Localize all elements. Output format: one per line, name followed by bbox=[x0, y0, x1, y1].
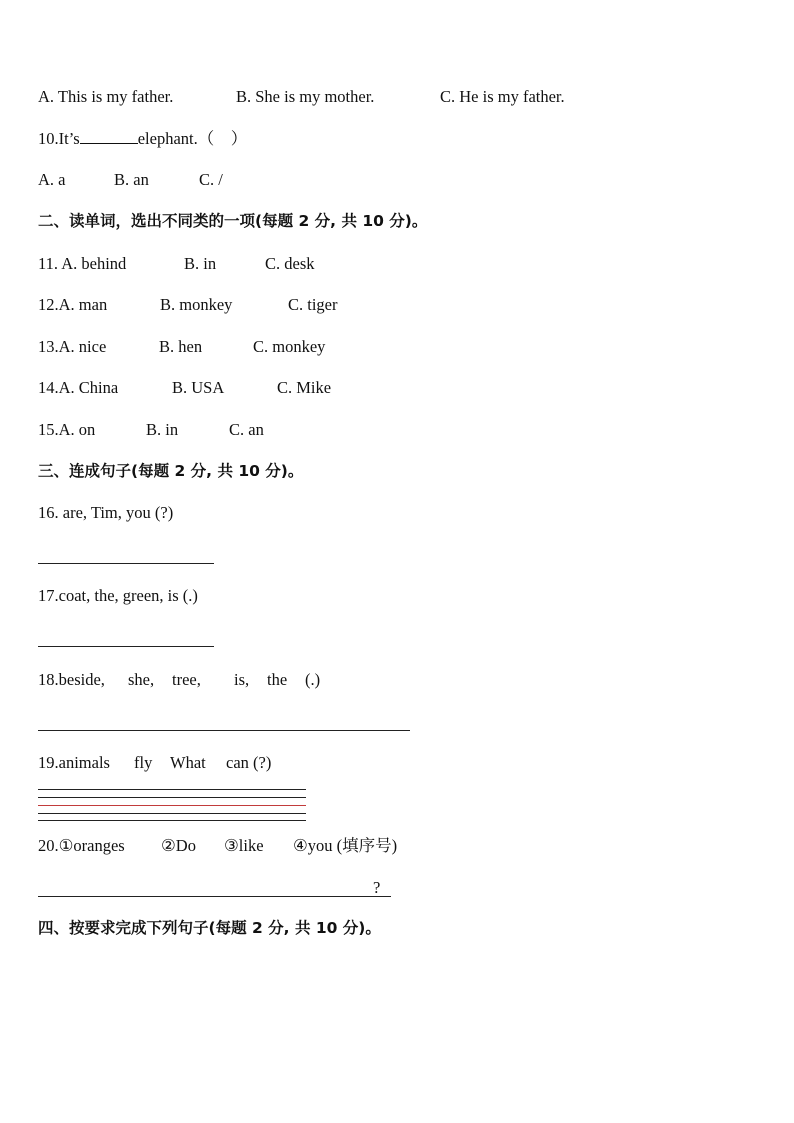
q10-blank bbox=[80, 129, 138, 144]
q15-option-a: .A. on bbox=[54, 420, 96, 439]
section3-title: 三、连成句子(每题 2 分, 共 10 分)。 bbox=[38, 462, 304, 480]
q14-row bbox=[38, 378, 332, 398]
q18-word-4: is, bbox=[234, 670, 250, 689]
q12-row bbox=[38, 295, 338, 315]
q12-option-c: C. tiger bbox=[288, 295, 338, 314]
q14-option-c: C. Mike bbox=[277, 378, 332, 397]
q13-option-a: .A. nice bbox=[54, 337, 107, 356]
q15-num: 15 bbox=[38, 420, 55, 439]
q18-word-1: beside, bbox=[58, 670, 105, 689]
q9-option-c: C. He is my father. bbox=[440, 87, 565, 106]
q14-option-b: B. USA bbox=[172, 378, 225, 397]
q11-row bbox=[38, 254, 315, 274]
q12-num: 12 bbox=[38, 295, 55, 314]
q11-option-c: C. desk bbox=[265, 254, 315, 273]
q19-red-line bbox=[38, 805, 306, 806]
q10-option-a: A. a bbox=[38, 170, 66, 189]
q12-option-a: .A. man bbox=[54, 295, 108, 314]
q20-answer-line[interactable] bbox=[38, 896, 391, 897]
q10-stem bbox=[38, 129, 247, 149]
q15-option-c: C. an bbox=[229, 420, 264, 439]
q14-num: 14 bbox=[38, 378, 55, 397]
q18-word-6: (.) bbox=[305, 670, 321, 689]
q20-word-2: ②Do bbox=[161, 836, 196, 855]
q18-word-3: tree, bbox=[172, 670, 201, 689]
q10-stem-pre: 10.It’s bbox=[38, 129, 80, 148]
q11-num: 11 bbox=[38, 254, 54, 273]
q15-row bbox=[38, 420, 264, 440]
q14-option-a: .A. China bbox=[54, 378, 119, 397]
q20-num: 20. bbox=[38, 836, 59, 855]
q12-option-b: B. monkey bbox=[160, 295, 233, 314]
q17-prompt: 17.coat, the, green, is (.) bbox=[38, 586, 198, 605]
q10-option-b: B. an bbox=[114, 170, 149, 189]
q19-word-3: What bbox=[170, 753, 206, 772]
q18-answer-line[interactable] bbox=[38, 730, 410, 731]
q13-num: 13 bbox=[38, 337, 55, 356]
q20-word-1: ①oranges bbox=[58, 836, 125, 855]
q19-line-3 bbox=[38, 813, 306, 814]
q16-answer-line[interactable] bbox=[38, 563, 214, 564]
q11-option-a: . A. behind bbox=[53, 254, 127, 273]
q19-line-4 bbox=[38, 820, 306, 821]
q18-word-5: the bbox=[267, 670, 288, 689]
q19-num: 19. bbox=[38, 753, 59, 772]
q13-row bbox=[38, 337, 326, 357]
q13-option-c: C. monkey bbox=[253, 337, 326, 356]
q19-word-2: fly bbox=[134, 753, 153, 772]
q17-answer-line[interactable] bbox=[38, 646, 214, 647]
section2-title: 二、读单词，选出不同类的一项(每题 2 分, 共 10 分)。 bbox=[38, 212, 428, 230]
q20-word-4: ④you (填序号) bbox=[293, 836, 398, 855]
q11-option-b: B. in bbox=[184, 254, 217, 273]
q15-option-b: B. in bbox=[146, 420, 179, 439]
q10-option-c: C. / bbox=[199, 170, 223, 189]
q20-prompt bbox=[38, 836, 398, 856]
q9-option-a: A. This is my father. bbox=[38, 87, 174, 106]
q19-line-1 bbox=[38, 789, 306, 790]
q20-question-mark: ? bbox=[373, 878, 381, 897]
q10-stem-post: elephant.（ ） bbox=[137, 129, 248, 148]
section4-title: 四、按要求完成下列句子(每题 2 分, 共 10 分)。 bbox=[38, 919, 381, 937]
q9-options bbox=[38, 87, 565, 107]
q9-option-b: B. She is my mother. bbox=[236, 87, 375, 106]
q19-word-1: animals bbox=[58, 753, 110, 772]
q16-prompt: 16. are, Tim, you (?) bbox=[38, 503, 174, 522]
q18-prompt bbox=[38, 670, 321, 690]
q18-num: 18. bbox=[38, 670, 59, 689]
q10-options bbox=[38, 170, 223, 190]
q19-line-2 bbox=[38, 797, 306, 798]
q18-word-2: she, bbox=[128, 670, 155, 689]
q20-word-3: ③like bbox=[224, 836, 264, 855]
q19-prompt bbox=[38, 753, 272, 773]
q13-option-b: B. hen bbox=[159, 337, 203, 356]
q19-word-4: can (?) bbox=[226, 753, 272, 772]
